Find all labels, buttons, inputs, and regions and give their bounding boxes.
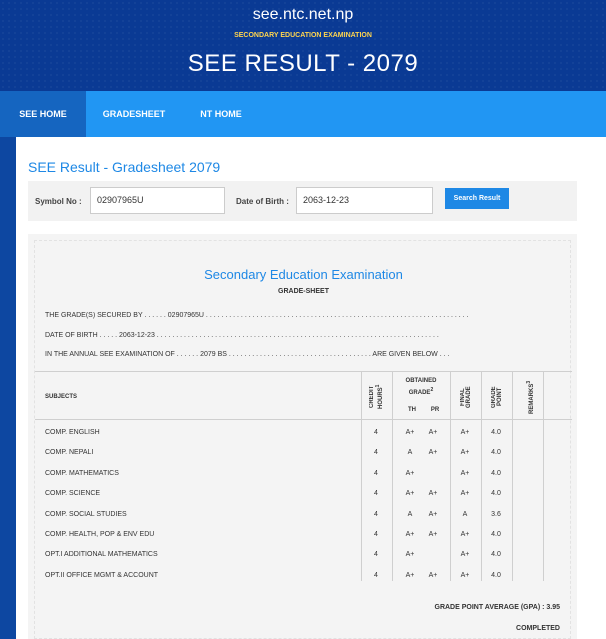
col-divider	[543, 371, 544, 581]
col-divider	[392, 371, 393, 581]
page-title: SEE RESULT - 2079	[187, 50, 419, 77]
table-cell-credit: 4	[374, 449, 378, 456]
symbol-label: Symbol No :	[35, 197, 82, 206]
table-cell-gp: 4.0	[491, 429, 501, 436]
col-subjects: SUBJECTS	[45, 394, 78, 400]
site-header	[0, 0, 606, 91]
table-row-subject: COMP. SOCIAL STUDIES	[45, 511, 127, 518]
table-cell-pr: A+	[428, 490, 438, 497]
symbol-input[interactable]: 02907965U	[90, 187, 225, 214]
table-cell-gp: 4.0	[491, 449, 501, 456]
col-pr: PR	[430, 407, 440, 413]
table-cell-final: A+	[460, 572, 470, 579]
table-row-subject: OPT.I ADDITIONAL MATHEMATICS	[45, 551, 158, 558]
table-cell-final: A+	[460, 470, 470, 477]
search-result-button[interactable]: Search Result	[445, 188, 509, 209]
gradesheet	[34, 240, 571, 639]
gradesheet-wrapper	[28, 234, 577, 639]
table-row-subject: COMP. MATHEMATICS	[45, 470, 119, 477]
gpa-summary: GRADE POINT AVERAGE (GPA) : 3.95	[434, 604, 560, 611]
table-cell-credit: 4	[374, 470, 378, 477]
col-final-grade: FINAL GRADE	[460, 386, 472, 408]
col-remarks: REMARKS$^3$	[526, 380, 535, 414]
gradesheet-label: GRADE-SHEET	[278, 288, 329, 295]
table-cell-final: A+	[460, 551, 470, 558]
dob-input[interactable]: 2063-12-23	[296, 187, 433, 214]
table-cell-final: A	[462, 511, 468, 518]
nav-see-home[interactable]: SEE HOME	[0, 91, 86, 137]
table-cell-credit: 4	[374, 531, 378, 538]
table-cell-gp: 4.0	[491, 551, 501, 558]
table-cell-credit: 4	[374, 490, 378, 497]
site-domain: see.ntc.net.np	[252, 6, 354, 23]
col-credit-hours: CREDIT HOURS$^1$	[369, 384, 384, 410]
table-cell-gp: 4.0	[491, 572, 501, 579]
table-cell-credit: 4	[374, 429, 378, 436]
info-secured-by: THE GRADE(S) SECURED BY . . . . . . 02907965U . . . . . . . . . . . . . . . . . . . . . . . . . . . . . . . . . . . . . . . . . . . . . . . . . . . . . . . . . . . . . . . . . . . .	[45, 312, 469, 319]
header-subtitle: SECONDARY EDUCATION EXAMINATION	[234, 32, 372, 39]
col-obtained-grade: OBTAINED GRADE$^2$	[405, 378, 437, 396]
col-th: TH	[408, 407, 416, 413]
nav-gradesheet[interactable]: GRADESHEET	[102, 109, 166, 119]
table-cell-credit: 4	[374, 551, 378, 558]
search-form	[28, 181, 577, 221]
table-cell-th: A+	[405, 470, 415, 477]
table-cell-credit: 4	[374, 511, 378, 518]
table-cell-gp: 4.0	[491, 470, 501, 477]
table-cell-final: A+	[460, 490, 470, 497]
table-cell-th: A+	[405, 531, 415, 538]
nav-nt-home[interactable]: NT HOME	[200, 109, 242, 119]
table-cell-final: A+	[460, 449, 470, 456]
nav-bar	[0, 91, 606, 137]
table-cell-th: A	[407, 449, 413, 456]
table-cell-th: A	[407, 511, 413, 518]
table-cell-th: A+	[405, 490, 415, 497]
table-row-subject: COMP. SCIENCE	[45, 490, 101, 497]
info-exam-year: IN THE ANNUAL SEE EXAMINATION OF . . . . . . 2079 BS . . . . . . . . . . . . . . . . . . . . . . . . . . . . . . . . . . . . . ARE GIVEN BELOW . . .	[45, 351, 450, 358]
table-row-subject: COMP. HEALTH, POP & ENV EDU	[45, 531, 155, 538]
table-header-border	[35, 419, 572, 420]
table-row-subject: COMP. ENGLISH	[45, 429, 100, 436]
table-cell-gp: 4.0	[491, 531, 501, 538]
table-top-border	[35, 371, 572, 372]
table-row-subject: OPT.II OFFICE MGMT & ACCOUNT	[45, 572, 159, 579]
table-cell-pr: A+	[428, 572, 438, 579]
table-cell-pr: A+	[428, 531, 438, 538]
table-row-subject: COMP. NEPALI	[45, 449, 94, 456]
result-status: COMPLETED	[516, 625, 560, 632]
table-cell-th: A+	[405, 572, 415, 579]
table-cell-final: A+	[460, 429, 470, 436]
table-cell-gp: 4.0	[491, 490, 501, 497]
table-cell-gp: 3.6	[491, 511, 501, 518]
exam-title: Secondary Education Examination	[204, 267, 403, 282]
table-cell-credit: 4	[374, 572, 378, 579]
table-cell-pr: A+	[428, 449, 438, 456]
col-grade-point: GRADE POINT	[491, 386, 503, 408]
table-cell-pr: A+	[428, 511, 438, 518]
table-cell-th: A+	[405, 551, 415, 558]
table-cell-th: A+	[405, 429, 415, 436]
info-date-of-birth: DATE OF BIRTH . . . . . 2063-12-23 . . . . . . . . . . . . . . . . . . . . . . . . . . . . . . . . . . . . . . . . . . . . . . . . . . . . . . . . . . . . . . . . . . . . . . . . .	[45, 332, 439, 339]
table-cell-pr: A+	[428, 429, 438, 436]
result-panel	[16, 137, 606, 639]
dob-label: Date of Birth :	[236, 197, 289, 206]
col-divider	[512, 371, 513, 581]
panel-title: SEE Result - Gradesheet 2079	[28, 159, 221, 175]
table-cell-final: A+	[460, 531, 470, 538]
